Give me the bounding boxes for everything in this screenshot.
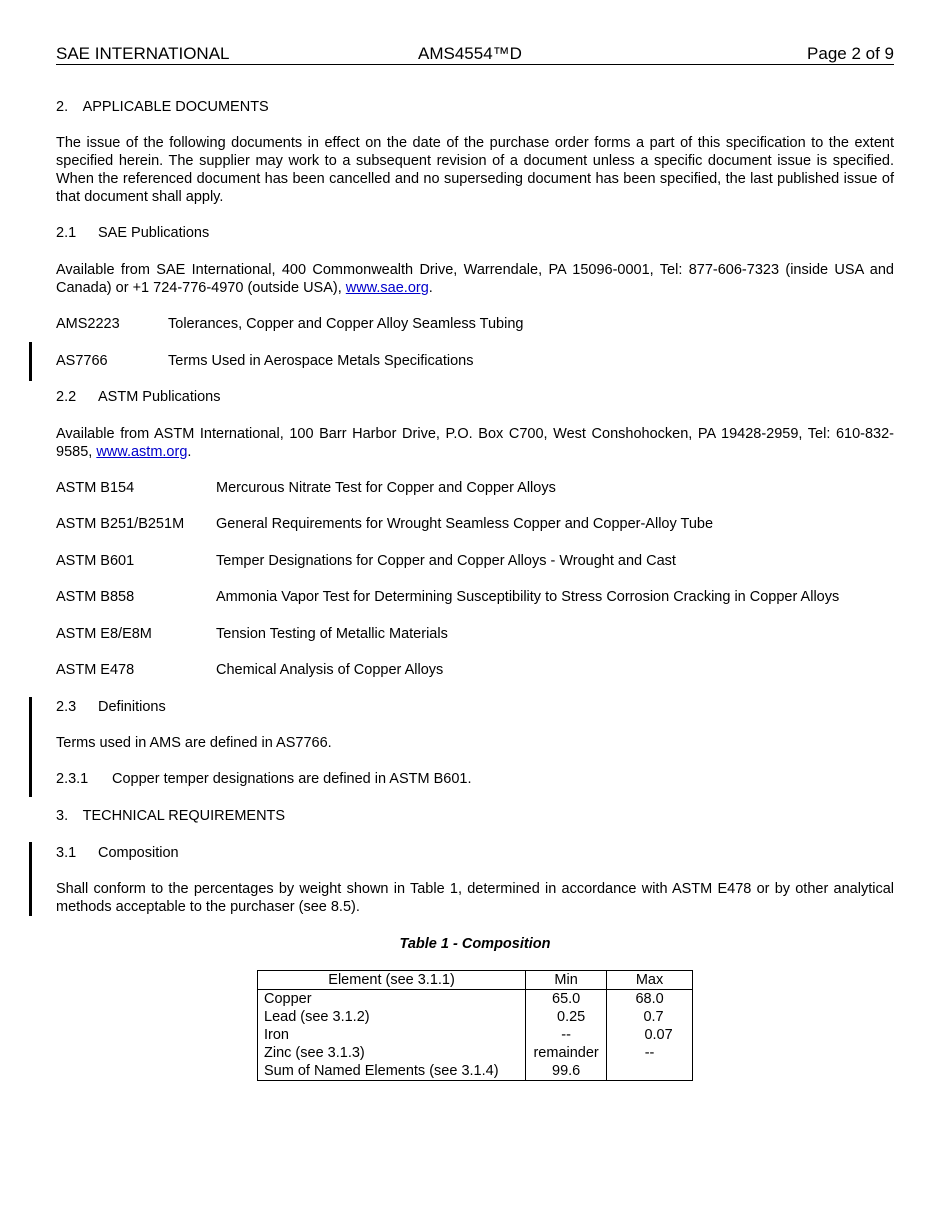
section-2-3-1-number: 2.3.1 <box>56 771 89 787</box>
section-2-1-paragraph <box>56 261 894 297</box>
min-cell: remainder <box>526 1044 607 1062</box>
min-cell: 65.0 <box>526 990 607 1009</box>
sae-availability-text: Available from SAE International, 400 Commonwealth Drive, Warrendale, PA 15096-0001, Tel: 877-606-7323 (inside USA and Canada) or +1 724-776-4970 (outside USA), <box>56 262 894 296</box>
doc-code: ASTM B858 <box>56 589 135 605</box>
doc-code: AS7766 <box>56 353 108 369</box>
sae-website-link[interactable]: www.sae.org <box>345 280 429 296</box>
doc-title: Chemical Analysis of Copper Alloys <box>216 662 444 678</box>
section-2-1-title: SAE Publications <box>98 225 210 241</box>
revision-bar <box>29 842 32 916</box>
min-cell: -- <box>526 1026 607 1044</box>
doc-code: ASTM E8/E8M <box>56 626 152 642</box>
table-caption: Table 1 - Composition <box>399 936 551 952</box>
section-2-3-number: 2.3 <box>56 699 77 715</box>
section-3-1-title: Composition <box>98 845 179 861</box>
column-header-min: Min <box>526 971 607 990</box>
header-page-number: Page 2 of 9 <box>807 44 894 63</box>
astm-availability-text: Available from ASTM International, 100 Barr Harbor Drive, P.O. Box C700, West Conshohocken, PA 19428-2959, Tel: 610-832-9585, <box>56 426 894 460</box>
section-3-heading: 3. TECHNICAL REQUIREMENTS <box>56 808 286 824</box>
doc-title: Ammonia Vapor Test for Determining Susceptibility to Stress Corrosion Cracking in Copper Alloys <box>216 589 840 605</box>
column-header-element: Element (see 3.1.1) <box>258 971 526 990</box>
header-doc-number: AMS4554™D <box>418 44 522 63</box>
doc-title: Temper Designations for Copper and Copper Alloys - Wrought and Cast <box>216 553 676 569</box>
astm-website-link[interactable]: www.astm.org <box>96 444 188 460</box>
table-row <box>258 1062 693 1081</box>
table-header-row <box>258 971 693 990</box>
max-cell: 0.07 <box>607 1026 693 1044</box>
table-row <box>258 990 693 1009</box>
section-3-1-number: 3.1 <box>56 845 77 861</box>
section-2-1-number: 2.1 <box>56 225 77 241</box>
doc-code: ASTM B601 <box>56 553 135 569</box>
max-cell: 0.7 <box>607 1008 693 1026</box>
section-2-3-paragraph: Terms used in AMS are defined in AS7766. <box>56 735 332 751</box>
section-2-2-title: ASTM Publications <box>98 389 221 405</box>
header-org: SAE INTERNATIONAL <box>56 44 230 63</box>
doc-title: Terms Used in Aerospace Metals Specifications <box>168 353 474 369</box>
doc-title: Tolerances, Copper and Copper Alloy Seamless Tubing <box>168 316 524 332</box>
sae-availability-period: . <box>428 280 433 296</box>
min-cell: 0.25 <box>526 1008 607 1026</box>
section-2-3-title: Definitions <box>98 699 166 715</box>
section-2-2-number: 2.2 <box>56 389 77 405</box>
table-row <box>258 1044 693 1062</box>
column-header-max: Max <box>607 971 693 990</box>
max-cell <box>607 1062 693 1081</box>
table-row <box>258 1026 693 1044</box>
astm-availability-period: . <box>187 444 192 460</box>
composition-table <box>257 970 693 1081</box>
doc-title: Tension Testing of Metallic Materials <box>216 626 448 642</box>
section-2-paragraph: The issue of the following documents in effect on the date of the purchase order forms a part of this specification to the extent specified herein. The supplier may work to a subsequent revision of a document unless a specific document issue is specified. When the referenced document has been cancelled and no superseding document has been specified, the last published issue of that document shall apply. <box>56 135 894 205</box>
section-2-2-paragraph <box>56 425 894 461</box>
doc-code: ASTM B251/B251M <box>56 516 185 532</box>
section-2-heading: 2. APPLICABLE DOCUMENTS <box>56 99 269 115</box>
revision-bar <box>29 342 32 381</box>
revision-bar <box>29 697 32 797</box>
doc-code: ASTM E478 <box>56 662 135 678</box>
page-header <box>56 44 894 65</box>
element-cell: Iron <box>258 1026 526 1044</box>
doc-code: ASTM B154 <box>56 480 135 496</box>
table-row <box>258 1008 693 1026</box>
element-cell: Zinc (see 3.1.3) <box>258 1044 526 1062</box>
section-3-1-paragraph: Shall conform to the percentages by weight shown in Table 1, determined in accordance with ASTM E478 or by other analytical methods acceptable to the purchaser (see 8.5). <box>56 881 894 915</box>
min-cell: 99.6 <box>526 1062 607 1081</box>
max-cell: 68.0 <box>607 990 693 1009</box>
section-2-3-1-text: Copper temper designations are defined in ASTM B601. <box>112 771 472 787</box>
element-cell: Lead (see 3.1.2) <box>258 1008 526 1026</box>
doc-title: General Requirements for Wrought Seamless Copper and Copper-Alloy Tube <box>216 516 714 532</box>
doc-code: AMS2223 <box>56 316 120 332</box>
doc-title: Mercurous Nitrate Test for Copper and Copper Alloys <box>216 480 556 496</box>
element-cell: Sum of Named Elements (see 3.1.4) <box>258 1062 526 1081</box>
element-cell: Copper <box>258 990 526 1009</box>
max-cell: -- <box>607 1044 693 1062</box>
